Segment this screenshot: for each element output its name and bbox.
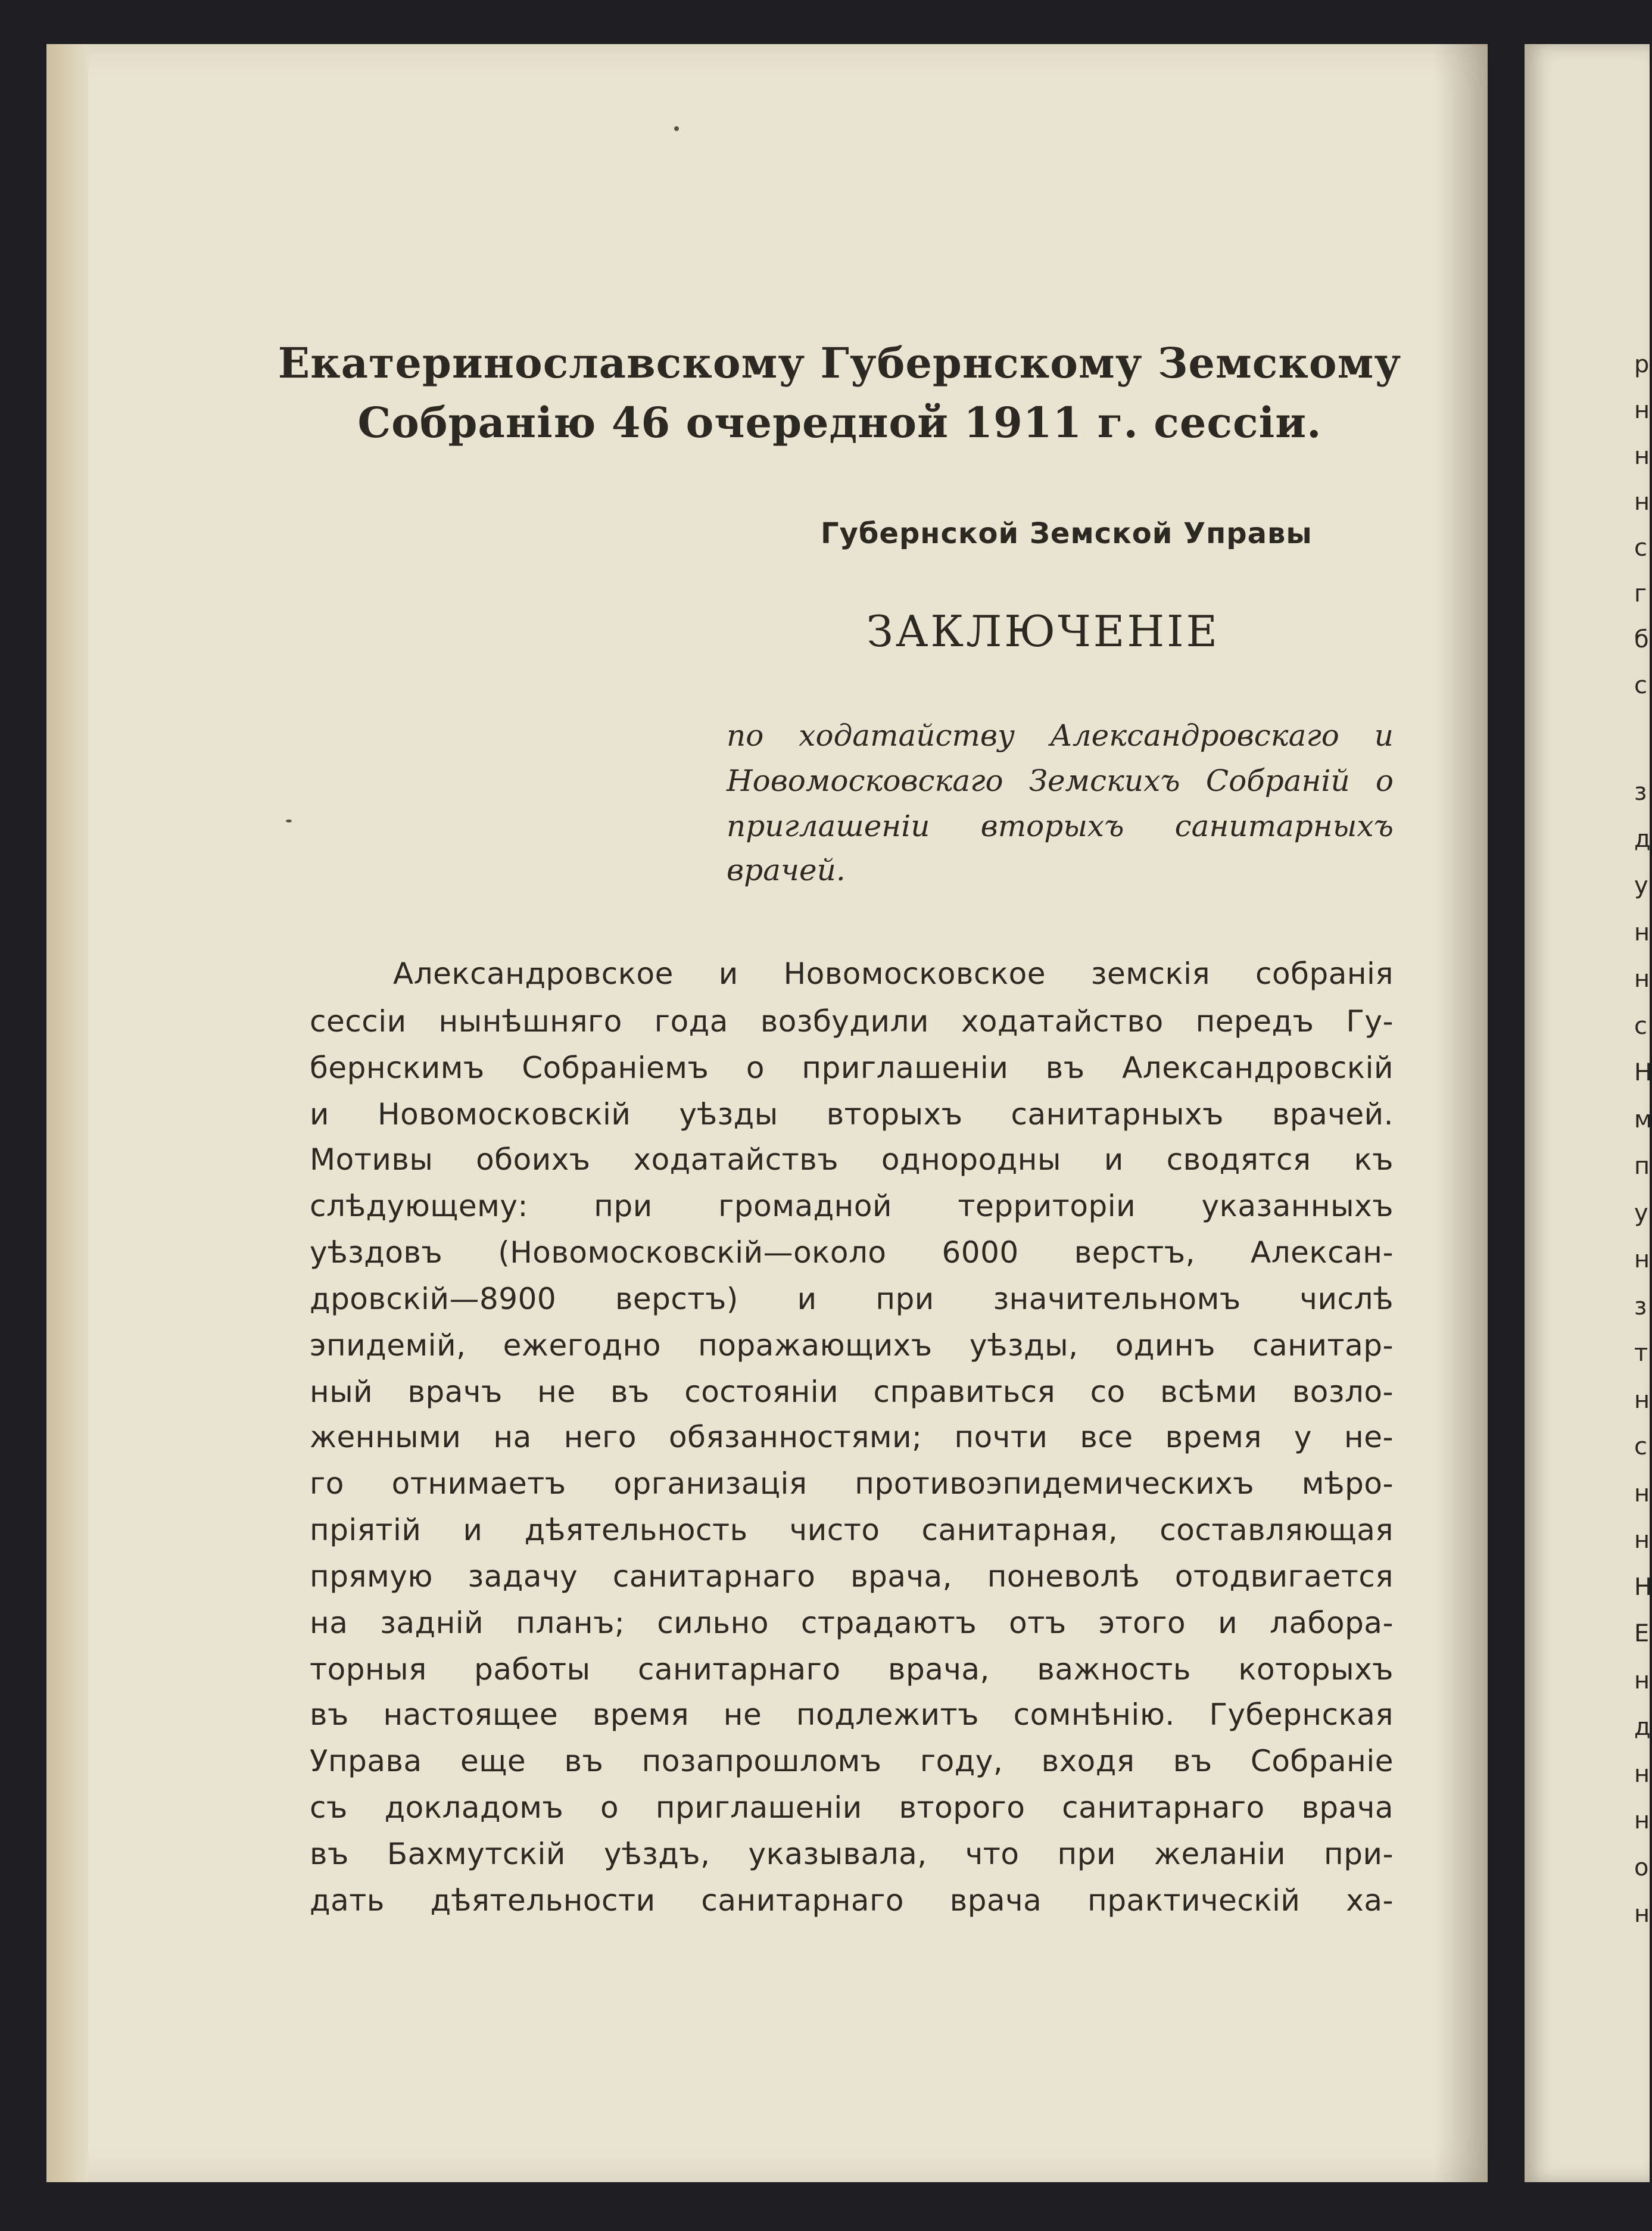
next-page-letter: н: [1634, 1480, 1650, 1507]
bleed-through-area: [333, 393, 1405, 929]
body-line: на задній планъ; сильно страдаютъ отъ этого и лабора-: [310, 1606, 1394, 1640]
paper-speck: [674, 126, 679, 131]
next-page-letter: р: [1634, 351, 1650, 378]
next-page-letter: Е: [1634, 1620, 1650, 1647]
title-line-1: Екатеринославскому Губернскому Земскому: [278, 338, 1402, 388]
body-line: съ докладомъ о приглашеніи второго санитарнаго врача: [310, 1790, 1394, 1825]
book-gutter: [1488, 44, 1525, 2182]
next-page-letter: з: [1634, 778, 1647, 806]
next-page-letter: с: [1634, 672, 1647, 699]
next-page-letter: т: [1634, 1339, 1648, 1367]
next-page-letter: у: [1634, 1199, 1648, 1227]
title-line-2: Собранію 46 очередной 1911 г. сессіи.: [357, 398, 1322, 447]
subject-line: врачей.: [727, 853, 846, 887]
next-page-letter: д: [1634, 1713, 1651, 1741]
next-page-letter: Н: [1634, 1573, 1652, 1601]
next-page-letter: Н: [1634, 1059, 1652, 1086]
next-page-letter: н: [1634, 1526, 1650, 1554]
next-page-letter: н: [1634, 1761, 1650, 1788]
next-page-letter: с: [1634, 1012, 1647, 1040]
body-line: уѣздовъ (Новомосковскій—около 6000 верстъ, Алексан-: [310, 1235, 1394, 1270]
body-line: Александровское и Новомосковское земскія собранія: [393, 956, 1394, 991]
body-line: сессіи нынѣшняго года возбудили ходатайство передъ Гу-: [310, 1004, 1394, 1039]
body-line: бернскимъ Собраніемъ о приглашеніи въ Александровскій: [310, 1051, 1394, 1085]
body-line: торныя работы санитарнаго врача, важность которыхъ: [310, 1652, 1394, 1687]
body-line: женными на него обязанностями; почти все время у не-: [310, 1420, 1394, 1454]
subject-line: приглашеніи вторыхъ санитарныхъ: [727, 809, 1394, 843]
next-page-letter: у: [1634, 872, 1648, 899]
body-line: прямую задачу санитарнаго врача, поневолѣ отодвигается: [310, 1559, 1394, 1594]
next-page-letter: д: [1634, 825, 1651, 853]
next-page-letter: с: [1634, 1433, 1647, 1460]
body-line: въ Бахмутскій уѣздъ, указывала, что при желаніи при-: [310, 1837, 1394, 1871]
next-page-letter: н: [1634, 965, 1650, 993]
body-line: въ настоящее время не подлежитъ сомнѣнію. Губернская: [310, 1697, 1394, 1732]
subject-line: Новомосковскаго Земскихъ Собраній о: [727, 764, 1394, 798]
next-page-letter: г: [1634, 580, 1647, 607]
body-line: Управа еще въ позапрошломъ году, входя въ Собраніе: [310, 1744, 1394, 1778]
body-line: ный врачъ не въ состояніи справиться со всѣми возло-: [310, 1375, 1394, 1409]
next-page-letter: н: [1634, 1807, 1650, 1834]
page-edge: [46, 44, 88, 2182]
body-line: го отнимаетъ организація противоэпидемическихъ мѣро-: [310, 1466, 1394, 1501]
next-page-edge: [1525, 44, 1650, 2182]
next-page-letter: б: [1634, 626, 1649, 653]
heading: ЗАКЛЮЧЕНІЕ: [866, 606, 1220, 656]
body-line: пріятій и дѣятельность чисто санитарная, составляющая: [310, 1513, 1394, 1547]
next-page-letter: п: [1634, 1152, 1650, 1180]
paper-speck: [286, 820, 292, 822]
next-page-letter: н: [1634, 1386, 1650, 1414]
page-spine-shadow: [1434, 44, 1488, 2182]
next-page-letter: н: [1634, 1246, 1650, 1273]
body-line: эпидемій, ежегодно поражающихъ уѣзды, одинъ санитар-: [310, 1328, 1394, 1363]
body-line: дровскій—8900 верстъ) и при значительномъ числѣ: [310, 1282, 1394, 1316]
body-line: слѣдующему: при громадной территоріи указанныхъ: [310, 1189, 1394, 1223]
body-line: и Новомосковскій уѣзды вторыхъ санитарныхъ врачей.: [310, 1097, 1394, 1132]
next-page-letter: н: [1634, 397, 1650, 424]
next-page-letter: о: [1634, 1854, 1649, 1881]
next-page-letter: з: [1634, 1293, 1647, 1320]
next-page-letter: с: [1634, 534, 1647, 562]
next-page-letter: н: [1634, 919, 1650, 946]
next-page-letter: н: [1634, 1667, 1650, 1694]
next-page-letter: н: [1634, 488, 1650, 516]
next-page-letter: м: [1634, 1106, 1652, 1133]
subtitle: Губернской Земской Управы: [821, 517, 1313, 550]
body-line: дать дѣятельности санитарнаго врача практическій ха-: [310, 1883, 1394, 1918]
next-page-letter: н: [1634, 1900, 1650, 1928]
body-line: Мотивы обоихъ ходатайствъ однородны и сводятся къ: [310, 1142, 1394, 1177]
subject-line: по ходатайству Александровскаго и: [727, 718, 1394, 753]
next-page-letter: н: [1634, 443, 1650, 470]
